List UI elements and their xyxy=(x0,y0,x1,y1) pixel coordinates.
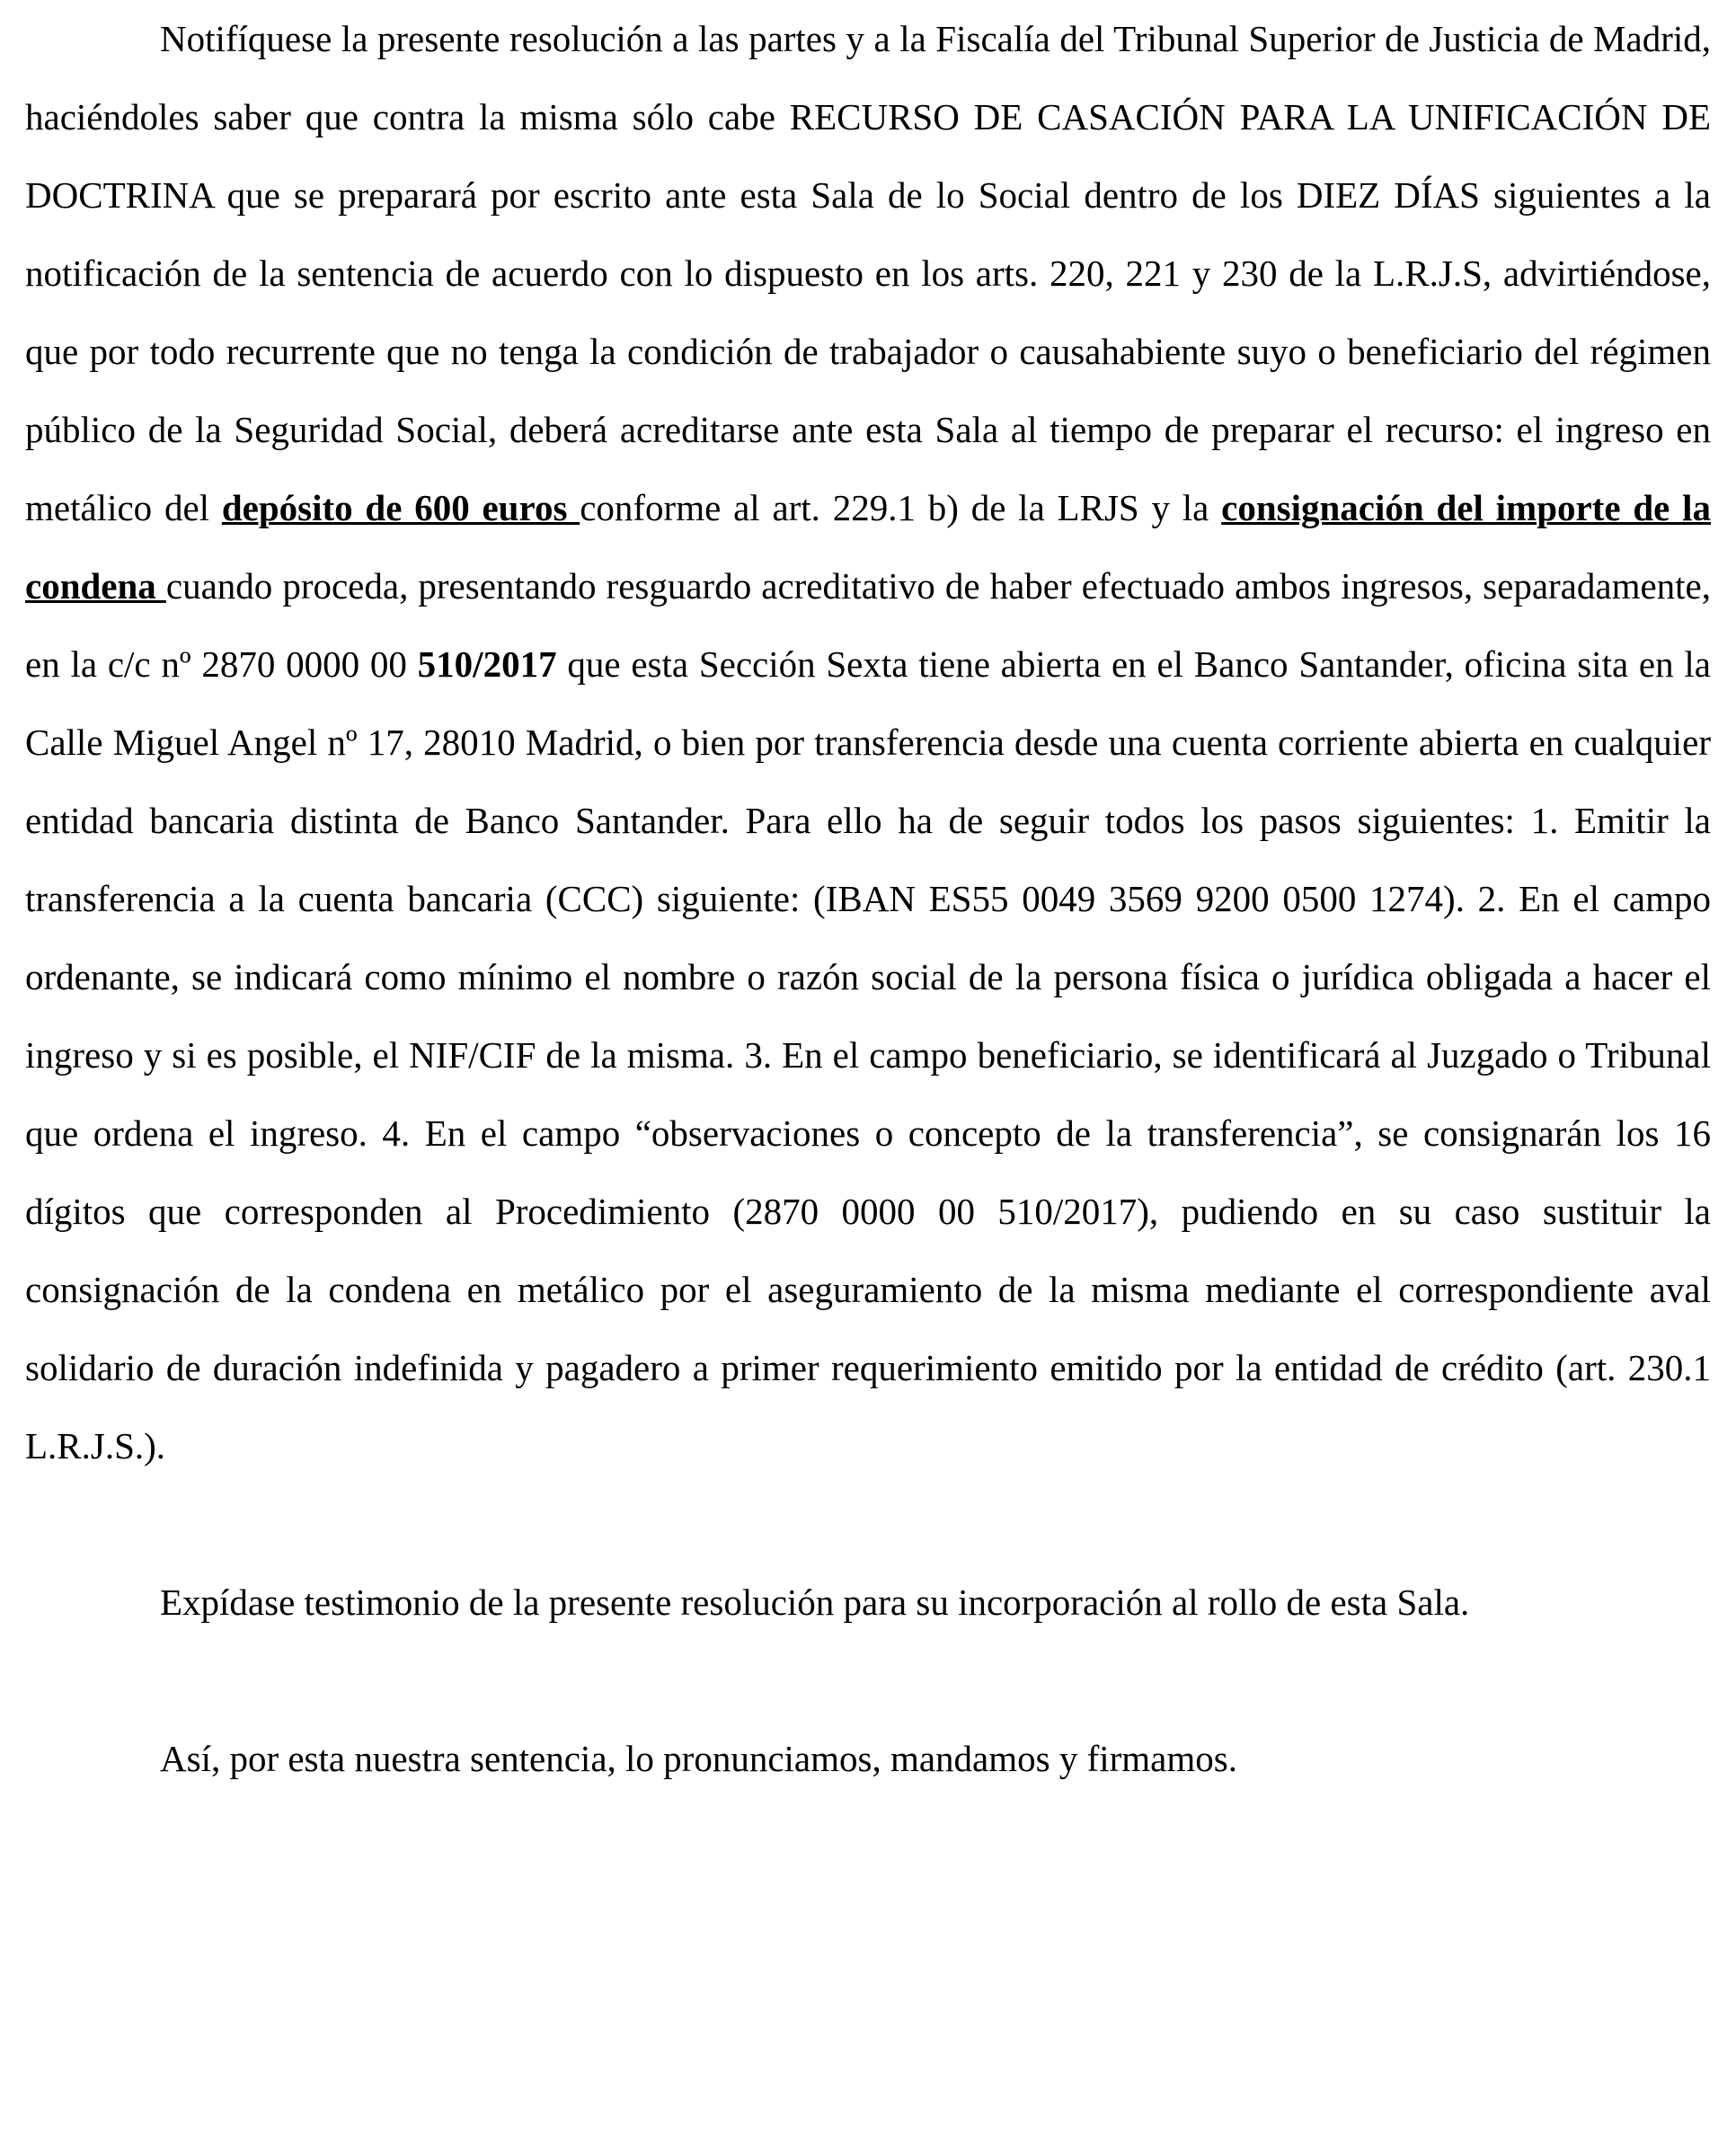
text-segment: Así, por esta nuestra sentencia, lo pronunciamos, mandamos y firmamos. xyxy=(160,1738,1237,1779)
text-segment: que esta Sección Sexta tiene abierta en el Banco Santander, oficina sita en la Calle Miguel Angel nº 17, 28010 Madrid, o bien por transferencia desde una cuenta corriente abierta en cualquier entidad bancaria distinta de Banco Santander. Para ello ha de seguir todos los pasos siguientes: 1. Emitir la transferencia a la cuenta bancaria (CCC) siguiente: (IBAN ES55 0049 3569 9200 0500 1274). 2. En el campo ordenante, se indicará como mínimo el nombre o razón social de la persona física o jurídica obligada a hacer el ingreso y si es posible, el NIF/CIF de la misma. 3. En el campo beneficiario, se identificará al Juzgado o Tribunal que ordena el ingreso. 4. En el campo “observaciones o concepto de la transferencia”, se consignarán los 16 dígitos que corresponden al Procedimiento (2870 0000 00 510/2017), pudiendo en su caso sustituir la consignación de la condena en metálico por el aseguramiento de la misma mediante el correspondiente aval solidario de duración indefinida y pagadero a primer requerimiento emitido por la entidad de crédito (art. 230.1 L.R.J.S.). xyxy=(25,643,1711,1466)
closing-paragraph xyxy=(25,1720,1711,1798)
document-page xyxy=(25,0,1711,1798)
text-segment: cuando proceda, presentando resguardo acreditativo de haber efectuado ambos ingresos, separadamente, en la c/c nº 2870 0000 00 xyxy=(25,565,1711,685)
case-number-emphasis: 510/2017 xyxy=(417,643,557,685)
condemnation-consignment-emphasis: consignación del importe de la condena xyxy=(25,487,1712,607)
deposit-amount-emphasis: depósito de 600 euros xyxy=(221,487,580,528)
text-segment: Expídase testimonio de la presente resolución para su incorporación al rollo de esta Sala. xyxy=(160,1582,1470,1623)
text-segment: conforme al art. 229.1 b) de la LRJS y la xyxy=(580,487,1222,528)
text-segment: Notifíquese la presente resolución a las partes y a la Fiscalía del Tribunal Superior de Justicia de Madrid, haciéndoles saber que contra la misma sólo cabe RECURSO DE CASACIÓN PARA LA UNIFICACIÓN DE DOCTRINA que se preparará por escrito ante esta Sala de lo Social dentro de los DIEZ DÍAS siguientes a la notificación de la sentencia de acuerdo con lo dispuesto en los arts. 220, 221 y 230 de la L.R.J.S, advirtiéndose, que por todo recurrente que no tenga la condición de trabajador o causahabiente suyo o beneficiario del régimen público de la Seguridad Social, deberá acreditarse ante esta Sala al tiempo de preparar el recurso: el ingreso en metálico del xyxy=(25,18,1711,528)
notification-paragraph xyxy=(25,0,1711,1485)
testimony-paragraph xyxy=(25,1564,1711,1642)
